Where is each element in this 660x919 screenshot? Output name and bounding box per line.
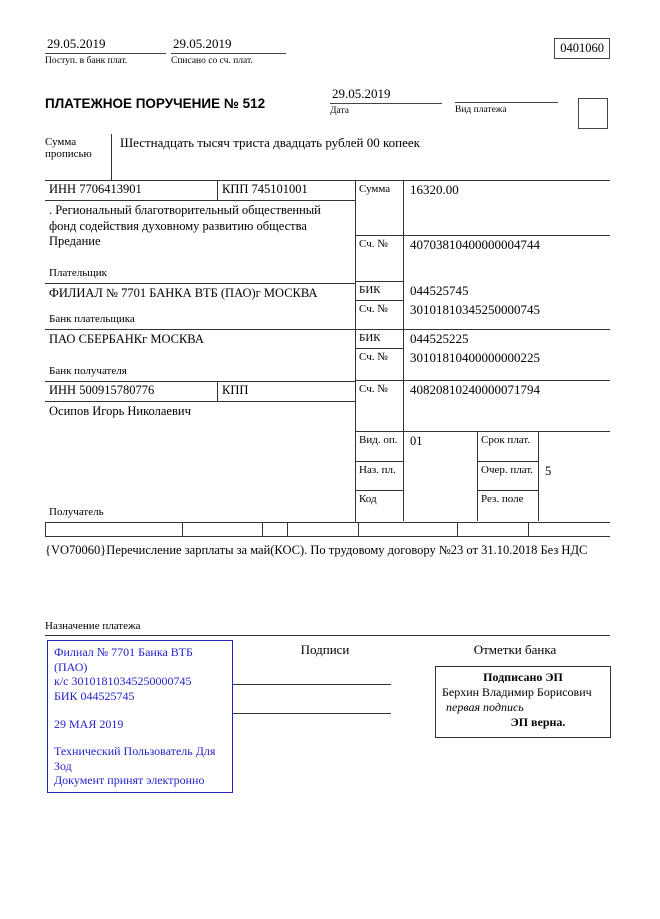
payment-purpose-text: {VO70060}Перечисление зарплаты за май(КОС). По трудовому договору №23 от 31.10.2018 Без НДС (45, 543, 588, 557)
purpose-code-label: Наз. пл. (356, 462, 403, 492)
tax-field-cell (46, 523, 183, 536)
stamp-date: 29 МАЯ 2019 (54, 716, 124, 731)
payer-bank-bik-value: 044525745 (410, 283, 469, 298)
bank-marks-label: Отметки банка (473, 642, 557, 657)
document-date-label: Дата (330, 106, 349, 116)
stamp-bank-name: Филиал № 7701 Банка ВТБ (ПАО) (54, 645, 193, 674)
payer-account-row (356, 236, 610, 282)
received-date-label: Поступ. в банк плат. (45, 56, 128, 66)
document-title: ПЛАТЕЖНОЕ ПОРУЧЕНИЕ № 512 (45, 96, 266, 111)
stamp-spacer (54, 704, 226, 717)
due-value (539, 432, 610, 462)
payee-bank-bik-label: БИК (356, 330, 404, 349)
term-labels-column (478, 432, 539, 521)
due-label: Срок плат. (478, 432, 538, 462)
payer-inn-row (45, 181, 355, 201)
header-row (45, 36, 610, 82)
signatures-label: Подписи (300, 642, 350, 657)
reserve-label: Рез. поле (481, 493, 524, 505)
payee-bank-account-label: Сч. № (356, 349, 404, 380)
amount-words-value: Шестнадцать тысяч триста двадцать рублей 00 копеек (111, 134, 610, 180)
form-code-box: 0401060 (554, 38, 610, 59)
tax-fields-row (45, 523, 610, 537)
stamp-spacer (54, 731, 226, 744)
esignature-box (435, 666, 611, 738)
main-table-left (45, 181, 355, 522)
op-kind-label: Вид. оп. (356, 432, 403, 462)
payer-account-label: Сч. № (356, 236, 404, 282)
payer-bank-name: ФИЛИАЛ № 7701 БАНКА ВТБ (ПАО)г МОСКВА (49, 286, 318, 300)
document-date-field (330, 86, 442, 116)
op-kind-value: 01 (410, 434, 423, 448)
tax-field-cell (288, 523, 359, 536)
tax-field-cell (263, 523, 288, 536)
stamp-note: Документ принят электронно (54, 773, 205, 788)
payee-inn-row (45, 382, 355, 402)
esign-kind: первая подпись (446, 700, 524, 714)
amount-words-block (45, 134, 610, 180)
term-values-column (539, 432, 610, 521)
payer-bank-label: Банк плательщика (49, 313, 135, 326)
payment-purpose-label: Назначение платежа (45, 620, 141, 632)
sum-label: Сумма (356, 181, 404, 235)
payer-bank-bik-label: БИК (356, 282, 404, 301)
signature-line-1 (233, 684, 391, 685)
payee-account-label: Сч. № (356, 381, 404, 431)
payer-bank-account-row (356, 301, 610, 330)
tax-field-cell (359, 523, 458, 536)
debited-date-value: 29.05.2019 (171, 36, 286, 54)
payee-account-row (356, 381, 610, 432)
reserve-value (539, 491, 610, 521)
footer-section (45, 635, 610, 805)
op-values-column (404, 432, 478, 521)
order-label: Очер. плат. (478, 462, 538, 492)
payee-name: Осипов Игорь Николаевич (49, 404, 191, 418)
payment-kind-box (578, 98, 608, 129)
esign-verified: ЭП верна. (510, 715, 566, 729)
payer-bank-account-value: 30101810345250000745 (410, 302, 540, 317)
debited-date-field (171, 36, 286, 66)
code-value (404, 491, 477, 521)
payment-kind-field (455, 86, 558, 115)
tax-field-cell (529, 523, 610, 536)
received-date-field (45, 36, 166, 66)
order-value: 5 (545, 463, 552, 478)
payer-inn: ИНН 7706413901 (45, 181, 218, 200)
debited-date-label: Списано со сч. плат. (171, 56, 253, 66)
main-table (45, 180, 610, 523)
sum-row (356, 181, 610, 236)
operation-subgrid (356, 432, 610, 521)
payee-inn: ИНН 500915780776 (45, 382, 218, 401)
payer-block (45, 201, 355, 284)
payee-block (45, 402, 355, 522)
op-labels-column (356, 432, 404, 521)
amount-words-label: Сумма прописью (45, 136, 92, 160)
payee-bank-bik-value: 044525225 (410, 331, 469, 346)
bank-stamp-box (47, 640, 233, 793)
signature-line-2 (233, 713, 391, 714)
document-date-value: 29.05.2019 (330, 86, 442, 104)
payee-bank-label: Банк получателя (49, 365, 127, 378)
payer-bank-block (45, 284, 355, 330)
payer-account-value: 40703810400000004744 (410, 237, 540, 252)
payee-bank-block (45, 330, 355, 382)
tax-field-cell (183, 523, 263, 536)
received-date-value: 29.05.2019 (45, 36, 166, 54)
payer-label: Плательщик (49, 267, 107, 280)
stamp-corr-account: к/с 30101810345250000745 (54, 674, 192, 689)
stamp-user: Технический Пользователь Для Зод (54, 744, 216, 773)
purpose-code-value (404, 462, 477, 492)
payee-bank-bik-row (356, 330, 610, 349)
payee-bank-account-value: 30101810400000000225 (410, 350, 540, 365)
payee-account-value: 40820810240000071794 (410, 382, 540, 397)
payment-order-document (45, 36, 610, 805)
payment-kind-label: Вид платежа (455, 105, 507, 115)
esign-signer: Берхин Владимир Борисович (442, 685, 592, 699)
payee-bank-name: ПАО СБЕРБАНКг МОСКВА (49, 332, 204, 346)
esign-title: Подписано ЭП (483, 670, 563, 684)
payer-bank-account-label: Сч. № (356, 301, 404, 329)
payee-label: Получатель (49, 506, 104, 519)
main-table-right (355, 181, 610, 522)
payment-kind-value (455, 86, 558, 103)
payer-name: . Региональный благотворительный общественный фонд содействия духовному развитию общества Предание (49, 203, 321, 249)
tax-field-cell (458, 523, 529, 536)
sum-value: 16320.00 (410, 182, 459, 197)
payee-kpp: КПП (222, 383, 249, 397)
payer-bank-bik-row (356, 282, 610, 301)
payer-kpp: КПП 745101001 (222, 182, 308, 196)
payee-bank-account-row (356, 349, 610, 381)
code-label: Код (359, 493, 377, 505)
title-row (45, 86, 610, 134)
stamp-bik: БИК 044525745 (54, 688, 135, 703)
